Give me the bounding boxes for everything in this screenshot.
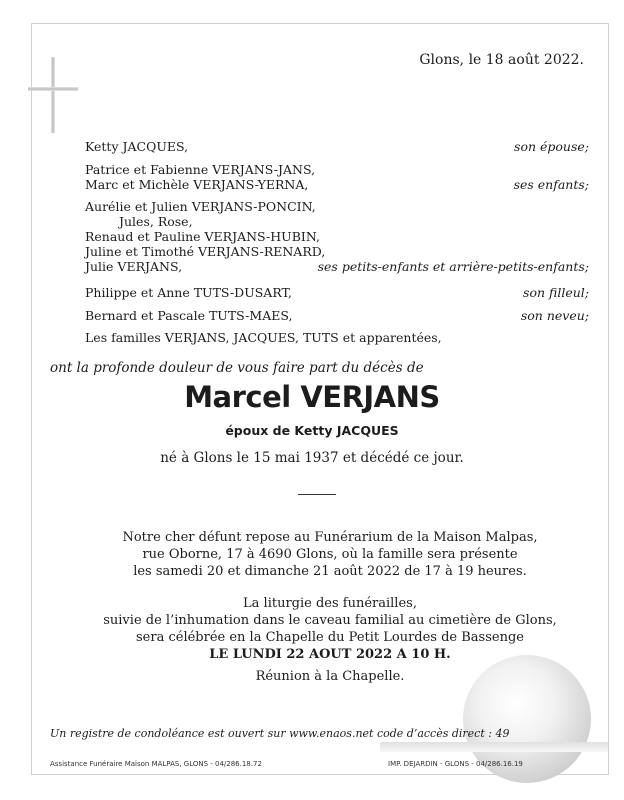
visitation-line: les samedi 20 et dimanche 21 août 2022 de 17 à 19 heures.	[133, 564, 527, 579]
mourner-group-grandchildren	[85, 199, 589, 274]
footer-funeral-home: Assistance Funéraire Maison MALPAS, GLONS - 04/286.18.72	[50, 760, 262, 768]
deceased-name: Marcel VERJANS	[184, 380, 440, 414]
mourner-relation: son filleul;	[523, 285, 589, 300]
mourner-name: Les familles VERJANS, JACQUES, TUTS et apparentées,	[85, 330, 442, 345]
reception-text: Réunion à la Chapelle.	[255, 669, 405, 684]
announcement-text: ont la profonde douleur de vous faire part du décès de	[50, 360, 424, 376]
mourner-name: Philippe et Anne TUTS-DUSART,	[85, 285, 292, 300]
mourner-name: Julie VERJANS,	[85, 259, 183, 274]
mourner-relation: son épouse;	[514, 139, 589, 154]
registry-text: Un registre de condoléance est ouvert sur www.enaos.net code d’accès direct : 49	[50, 727, 510, 740]
funeral-line: sera célébrée en la Chapelle du Petit Lourdes de Bassenge	[136, 630, 524, 645]
mourner-name: Ketty JACQUES,	[85, 139, 189, 154]
footer-printer: IMP. DEJARDIN - GLONS - 04/286.16.19	[388, 760, 523, 768]
mourner-group-nephew	[85, 308, 589, 323]
funeral-date: LE LUNDI 22 AOUT 2022 A 10 H.	[209, 647, 451, 662]
mourner-relation: son neveu;	[520, 308, 589, 323]
visitation-line: Notre cher défunt repose au Funérarium de la Maison Malpas,	[122, 530, 538, 545]
mourner-group-children	[85, 162, 589, 192]
mourner-name: Juline et Timothé VERJANS-RENARD,	[85, 244, 326, 259]
mourner-group-spouse	[85, 139, 589, 154]
deceased-birth: né à Glons le 15 mai 1937 et décédé ce jour.	[160, 450, 464, 466]
place-date: Glons, le 18 août 2022.	[419, 52, 584, 68]
mourner-group-families	[85, 330, 589, 345]
visitation-line: rue Oborne, 17 à 4690 Glons, où la famille sera présente	[142, 547, 518, 562]
mourner-name: Marc et Michèle VERJANS-YERNA,	[85, 177, 309, 192]
mourner-name: Jules, Rose,	[119, 214, 193, 229]
cross-icon-bar	[28, 87, 78, 91]
mourner-group-godson	[85, 285, 589, 300]
mourner-relation: ses petits-enfants et arrière-petits-enfants;	[317, 259, 589, 274]
deceased-spouse: époux de Ketty JACQUES	[225, 423, 399, 438]
cross-icon	[51, 57, 55, 133]
mourner-name: Bernard et Pascale TUTS-MAES,	[85, 308, 293, 323]
divider-line	[298, 494, 336, 495]
funeral-line: suivie de l’inhumation dans le caveau familial au cimetière de Glons,	[103, 613, 557, 628]
mourner-relation: ses enfants;	[513, 177, 589, 192]
mourner-name: Renaud et Pauline VERJANS-HUBIN,	[85, 229, 320, 244]
mourner-name: Patrice et Fabienne VERJANS-JANS,	[85, 162, 316, 177]
mourner-name: Aurélie et Julien VERJANS-PONCIN,	[85, 199, 316, 214]
funeral-line: La liturgie des funérailles,	[243, 596, 417, 611]
candle-base-image	[380, 742, 608, 752]
